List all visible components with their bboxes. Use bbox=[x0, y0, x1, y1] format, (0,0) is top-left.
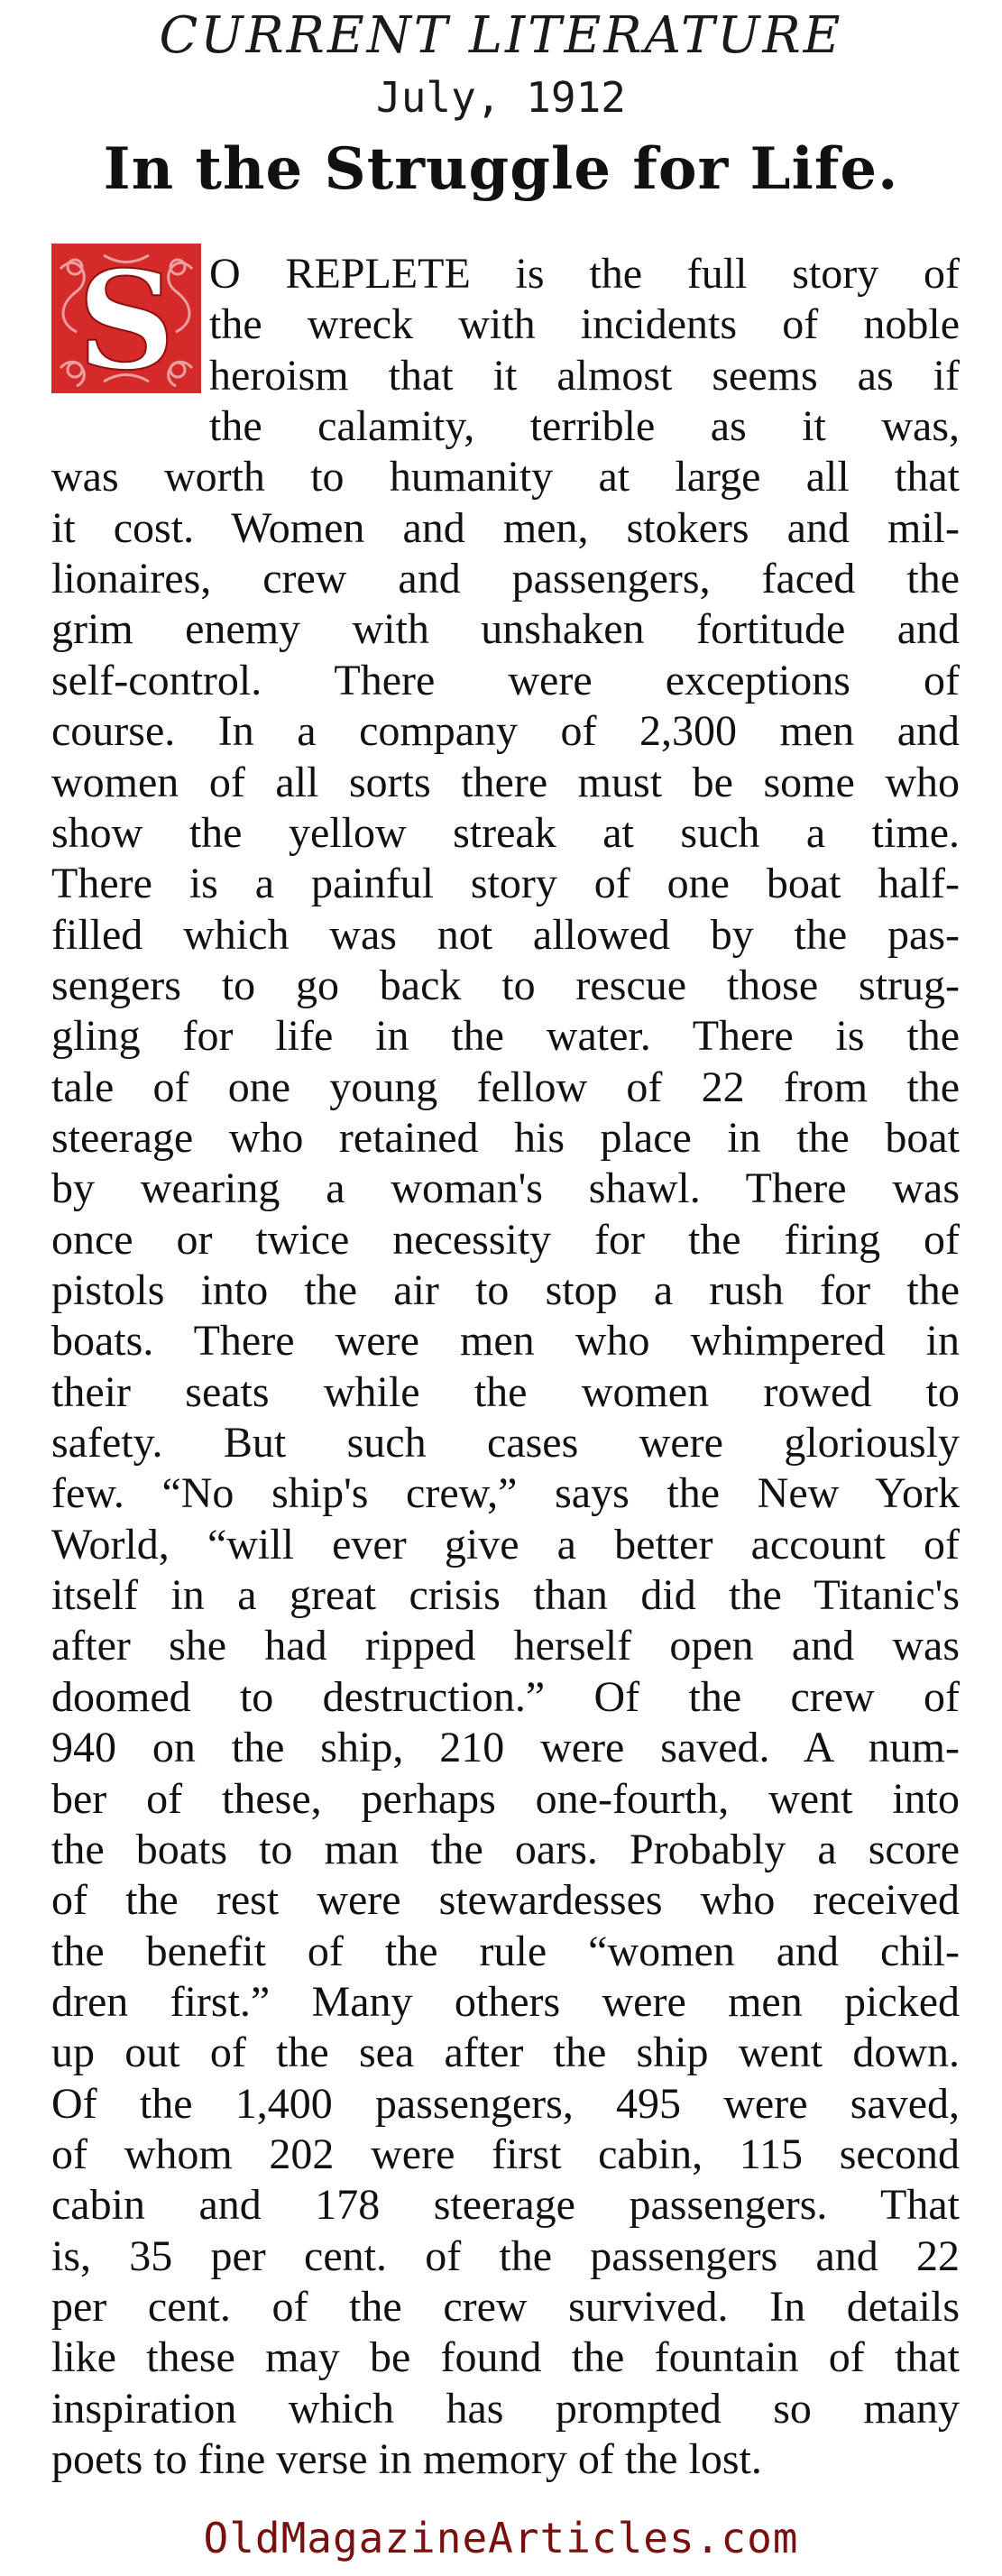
article-text-line: filled which was not allowed by the pas- bbox=[51, 911, 960, 959]
article-text-line: inspiration which has prompted so many bbox=[51, 2385, 960, 2433]
article-text-line: of the rest were stewardesses who received bbox=[51, 1876, 960, 1924]
article-text-line: tale of one young fellow of 22 from the bbox=[51, 1063, 960, 1111]
article-text-line: after she had ripped herself open and was bbox=[51, 1622, 960, 1670]
article-text-line: boats. There were men who whimpered in bbox=[51, 1317, 960, 1365]
article-text-line: ber of these, perhaps one-fourth, went into bbox=[51, 1775, 960, 1823]
article-title: In the Struggle for Life. bbox=[103, 135, 899, 203]
article-text-line: up out of the sea after the ship went down. bbox=[51, 2029, 960, 2076]
article-text-line: Of the 1,400 passengers, 495 were saved, bbox=[51, 2080, 960, 2128]
article-text-line: it cost. Women and men, stokers and mil- bbox=[51, 504, 960, 552]
article-text-line: safety. But such cases were gloriously bbox=[51, 1419, 960, 1467]
article-text-line: once or twice necessity for the firing of bbox=[51, 1216, 960, 1264]
article-text-line: the benefit of the rule “women and chil- bbox=[51, 1927, 960, 1975]
article-text-line: was worth to humanity at large all that bbox=[51, 453, 960, 501]
article-text-line: self-control. There were exceptions of bbox=[51, 657, 960, 704]
article-text-line: course. In a company of 2,300 men and bbox=[51, 707, 960, 755]
svg-text:S: S bbox=[77, 242, 176, 395]
decorative-drop-cap-s bbox=[50, 242, 203, 395]
article-text-line: women of all sorts there must be some who bbox=[51, 759, 960, 806]
article-text-line: cabin and 178 steerage passengers. That bbox=[51, 2181, 960, 2229]
article-text-line: the boats to man the oars. Probably a score bbox=[51, 1826, 960, 1873]
article-text-line: poets to fine verse in memory of the lost. bbox=[51, 2435, 762, 2483]
article-text-line: heroism that it almost seems as if bbox=[209, 352, 960, 400]
article-text-line: lionaires, crew and passengers, faced the bbox=[51, 555, 960, 603]
article-text-line: per cent. of the crew survived. In details bbox=[51, 2283, 960, 2331]
article-text-line: There is a painful story of one boat half- bbox=[51, 860, 960, 907]
article-text-line: the wreck with incidents of noble bbox=[209, 300, 960, 348]
article-text-line: doomed to destruction.” Of the crew of bbox=[51, 1673, 960, 1721]
article-text-line: pistols into the air to stop a rush for the bbox=[51, 1266, 960, 1314]
article-text-line: grim enemy with unshaken fortitude and bbox=[51, 605, 960, 653]
article-text-line: is, 35 per cent. of the passengers and 22 bbox=[51, 2232, 960, 2280]
article-text-line: their seats while the women rowed to bbox=[51, 1368, 960, 1416]
article-text-line: gling for life in the water. There is the bbox=[51, 1012, 960, 1060]
article-text-line: steerage who retained his place in the boat bbox=[51, 1114, 960, 1162]
article-text-line: show the yellow streak at such a time. bbox=[51, 809, 960, 857]
article-text-line: World, “will ever give a better account of bbox=[51, 1521, 960, 1569]
article-text-line: of whom 202 were first cabin, 115 second bbox=[51, 2130, 960, 2178]
article-text-line: sengers to go back to rescue those strug- bbox=[51, 961, 960, 1009]
article-text-line: 940 on the ship, 210 were saved. A num- bbox=[51, 1724, 960, 1771]
article-text-line: itself in a great crisis than did the Titanic's bbox=[51, 1571, 960, 1619]
article-text-line: few. “No ship's crew,” says the New York bbox=[51, 1469, 960, 1517]
article-text-line: dren first.” Many others were men picked bbox=[51, 1978, 960, 2026]
article-text-line: the calamity, terrible as it was, bbox=[209, 402, 960, 450]
article-text-line: by wearing a woman's shawl. There was bbox=[51, 1164, 960, 1212]
article-text-line: O REPLETE is the full story of bbox=[209, 250, 960, 298]
publication-name: CURRENT LITERATURE bbox=[159, 6, 843, 65]
site-watermark: OldMagazineArticles.com bbox=[203, 2514, 799, 2562]
issue-date: July, 1912 bbox=[376, 73, 626, 122]
article-text-line: like these may be found the fountain of that bbox=[51, 2333, 960, 2381]
